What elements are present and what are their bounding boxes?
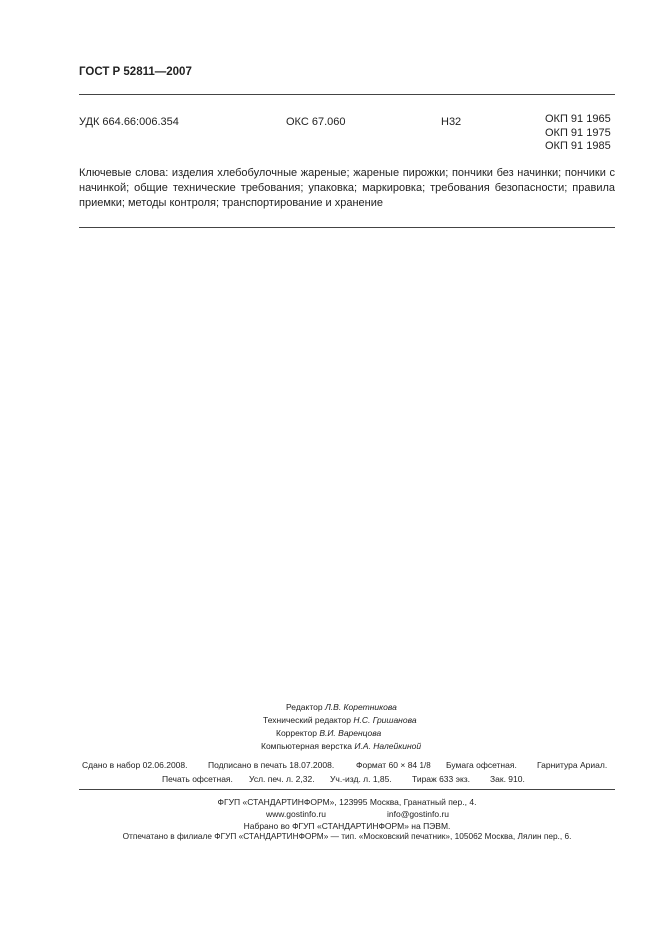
credit-tech-editor: Технический редактор Н.С. Гришанова	[263, 715, 417, 725]
keywords-divider	[79, 227, 615, 228]
printed-note: Отпечатано в филиале ФГУП «СТАНДАРТИНФОРМ» — тип. «Московский печатник», 105062 Москва, Лялин пер., 6.	[122, 831, 572, 841]
print-typeface: Гарнитура Ариал.	[537, 760, 608, 770]
oks-code: ОКС 67.060	[286, 116, 346, 128]
okp-code: ОКП 91 1975	[545, 126, 611, 139]
format-fraction: 1/8	[419, 761, 431, 770]
typeset-note: Набрано во ФГУП «СТАНДАРТИНФОРМ» на ПЭВМ.	[243, 821, 451, 831]
print-order: Зак. 910.	[490, 774, 525, 784]
credit-editor: Редактор Л.В. Коретникова	[286, 702, 397, 712]
print-signed: Подписано в печать 18.07.2008.	[208, 760, 335, 770]
keywords-paragraph	[79, 166, 615, 211]
category-code: Н32	[441, 116, 462, 128]
print-sheets: Усл. печ. л. 2,32.	[249, 774, 315, 784]
okp-codes	[545, 113, 611, 154]
credits-block	[255, 701, 421, 753]
publisher-divider	[79, 789, 615, 790]
okp-code: ОКП 91 1965	[545, 113, 611, 125]
print-pub-sheets: Уч.-изд. л. 1,85.	[330, 774, 392, 784]
print-run: Тираж 633 экз.	[412, 774, 471, 784]
print-sent: Сдано в набор 02.06.2008.	[82, 760, 188, 770]
udk-code: УДК 664.66:006.354	[79, 116, 179, 128]
credit-proofreader: Корректор В.И. Варенцова	[276, 728, 382, 738]
print-paper: Бумага офсетная.	[446, 760, 517, 770]
publisher-address: ФГУП «СТАНДАРТИНФОРМ», 123995 Москва, Гранатный пер., 4.	[217, 797, 477, 807]
keywords-label: Ключевые слова:	[79, 167, 169, 179]
print-format: Формат 60 × 84 1/8	[356, 760, 431, 770]
publisher-website: www.gostinfo.ru	[266, 809, 326, 819]
keywords-text: изделия хлебобулочные жареные; жареные пирожки; пончики без начинки; пончики с начинкой; общие технические требования; упаковка; маркировка; требования безопасности; правила приемки; методы контроля; транспортирование и хранение	[79, 167, 615, 209]
credit-layout: Компьютерная верстка И.А. Налейкиной	[261, 741, 422, 751]
print-method: Печать офсетная.	[162, 774, 233, 784]
okp-code: ОКП 91 1985	[545, 140, 611, 152]
top-divider	[79, 94, 615, 95]
publisher-email: info@gostinfo.ru	[387, 809, 450, 819]
standard-number: ГОСТ Р 52811—2007	[79, 66, 192, 78]
